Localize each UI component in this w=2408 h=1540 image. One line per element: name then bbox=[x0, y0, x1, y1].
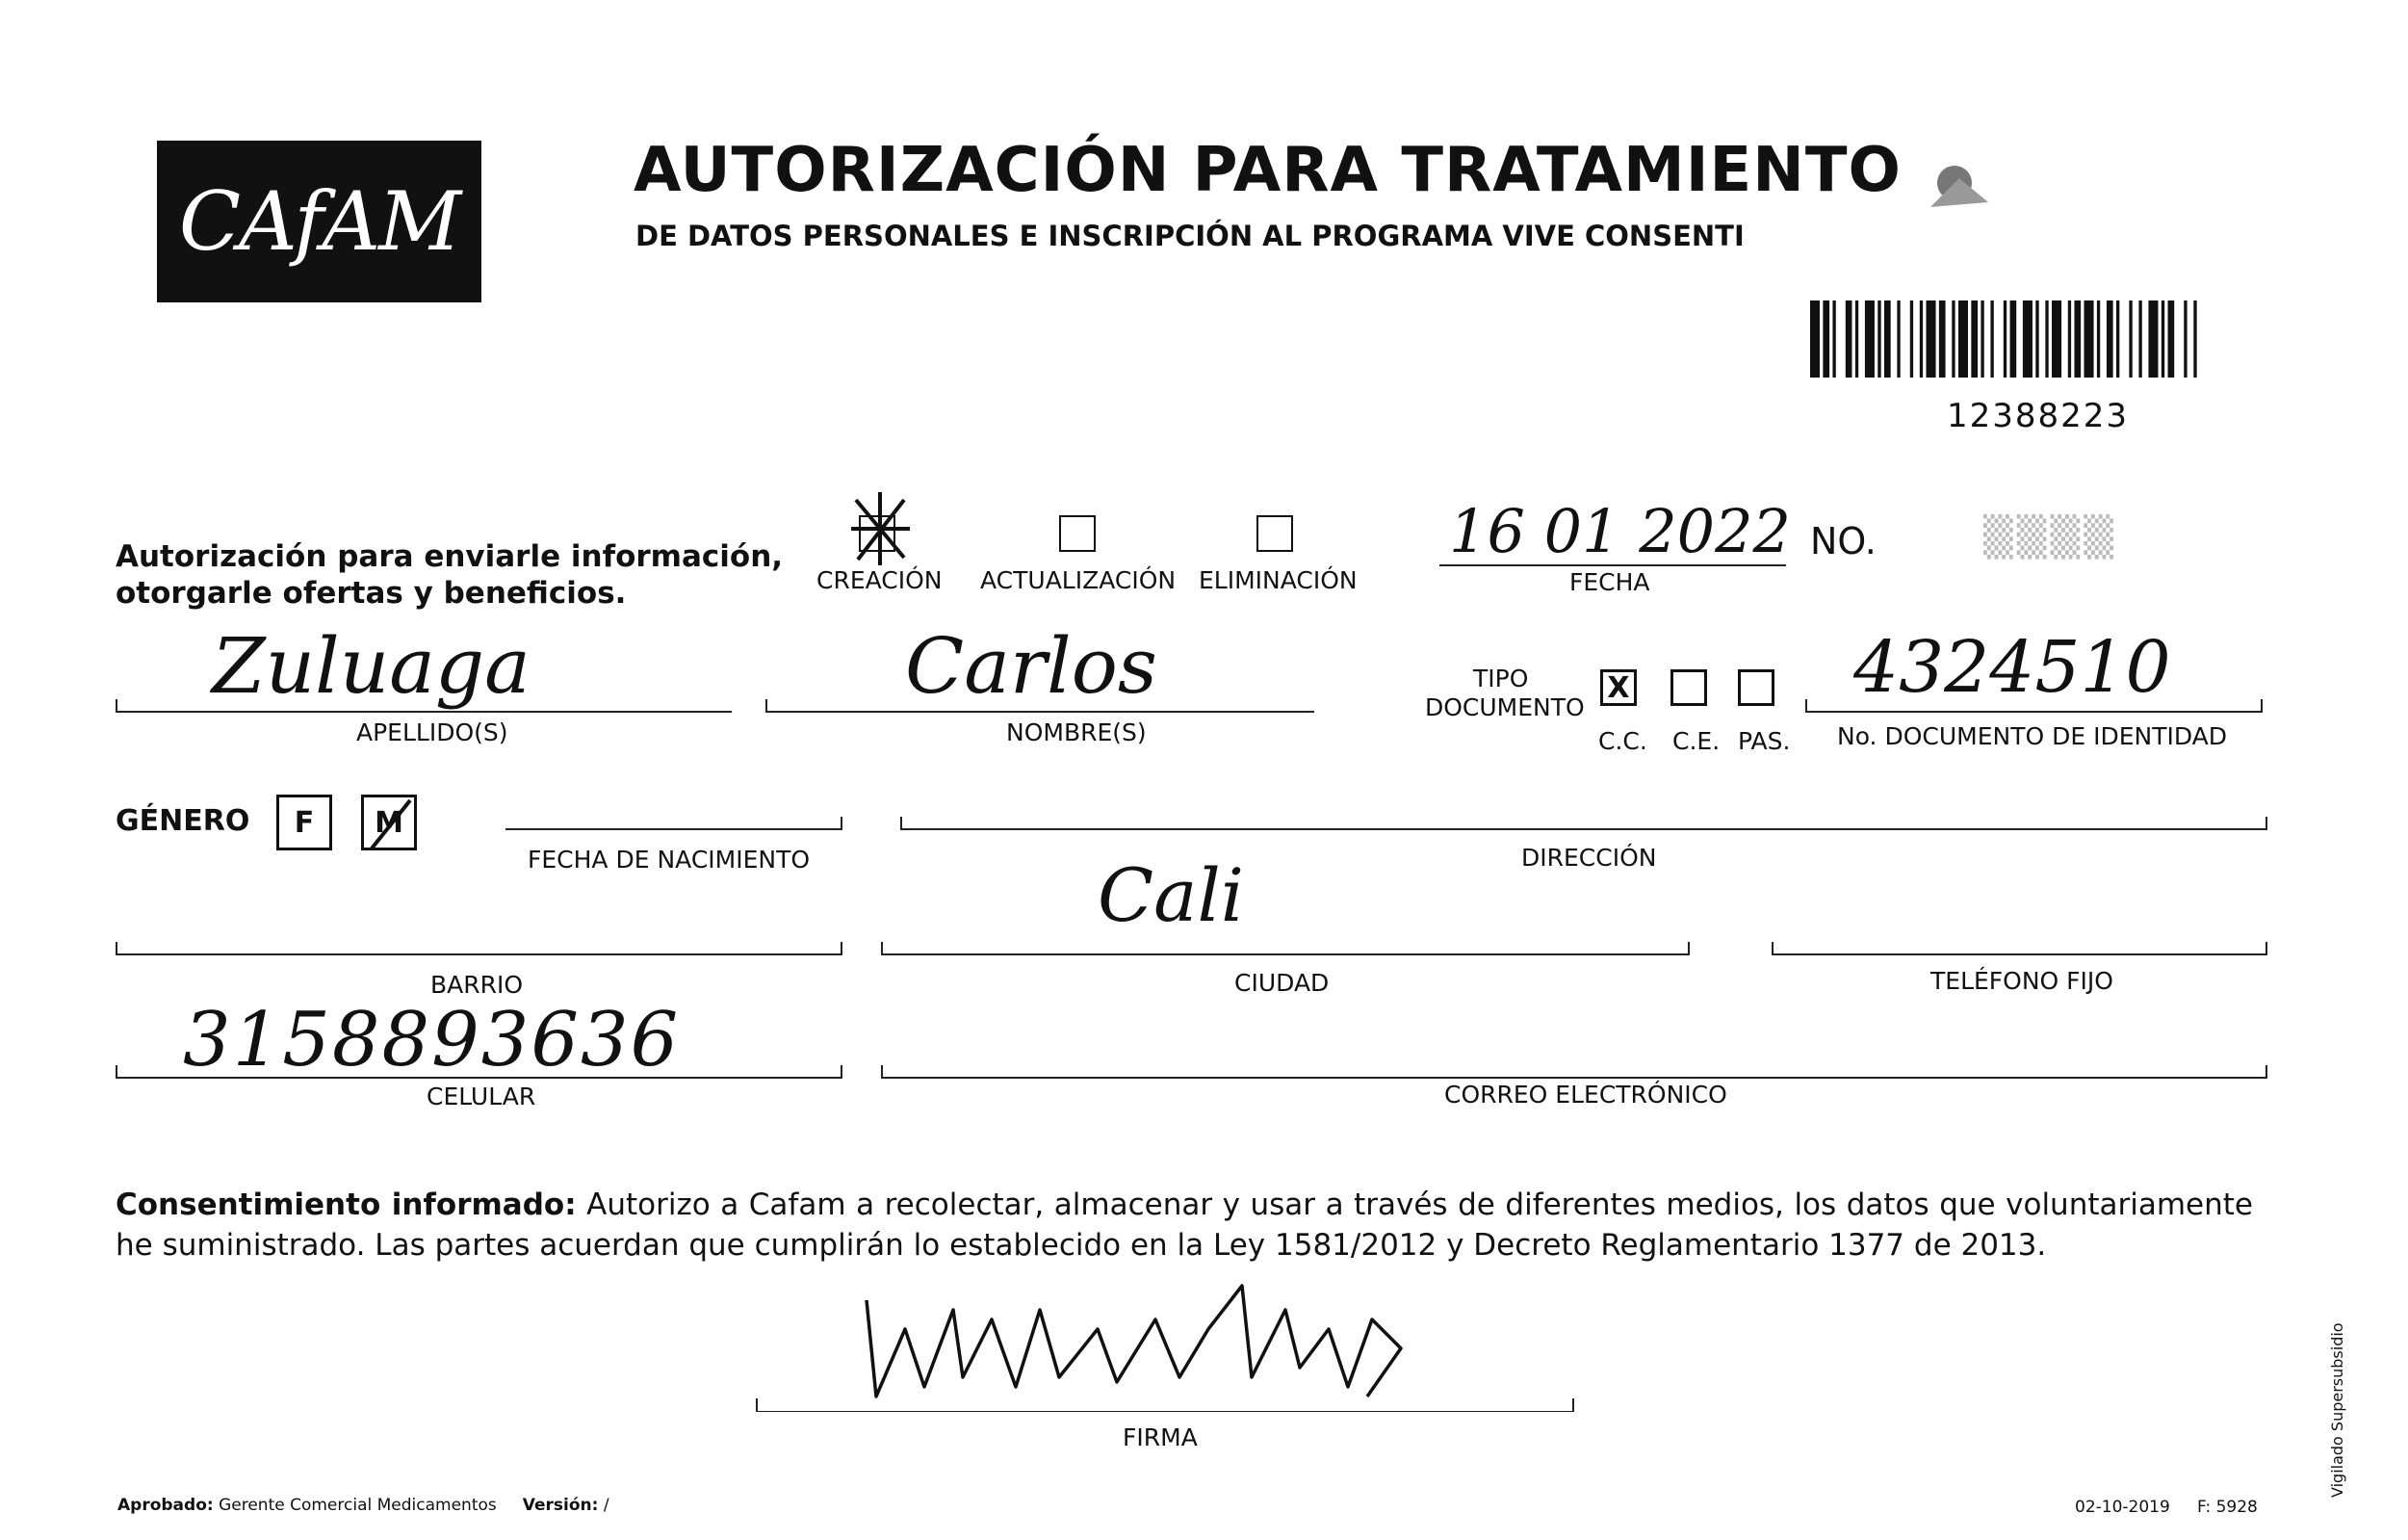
star-check-icon bbox=[846, 490, 914, 567]
phone-label: TELÉFONO FIJO bbox=[1930, 967, 2113, 995]
barcode-bar bbox=[1865, 300, 1875, 378]
neighborhood-label: BARRIO bbox=[430, 971, 524, 999]
barcode-bar bbox=[2148, 300, 2158, 378]
footer-approved bbox=[117, 1496, 609, 1515]
email-label: CORREO ELECTRÓNICO bbox=[1444, 1081, 1727, 1109]
authorization-text-line2: otorgarle ofertas y beneficios. bbox=[116, 576, 627, 611]
barcode-bar bbox=[2035, 300, 2038, 378]
update-label: ACTUALIZACIÓN bbox=[980, 566, 1177, 594]
surname-label: APELLIDO(S) bbox=[356, 718, 508, 746]
gender-female-label: F bbox=[294, 805, 315, 840]
gender-label: GÉNERO bbox=[116, 804, 250, 838]
cafam-logo bbox=[157, 141, 481, 302]
consent-paragraph bbox=[116, 1185, 2253, 1266]
stamp-mark-icon bbox=[1921, 149, 2007, 222]
form-number-faded: ▒▒▒▒ bbox=[1983, 515, 2118, 560]
barcode-bar bbox=[2138, 300, 2141, 378]
barcode-bar bbox=[1990, 300, 1993, 378]
barcode-bar bbox=[1958, 300, 1968, 378]
authorization-text-line1: Autorización para enviarle información, bbox=[116, 539, 784, 574]
barcode-bar bbox=[1846, 300, 1852, 378]
barcode-bar bbox=[1855, 300, 1858, 378]
document-subtitle: DE DATOS PERSONALES E INSCRIPCIÓN AL PROGRAMA VIVE CONSENTI bbox=[635, 220, 1745, 252]
approved-value: Gerente Comercial Medicamentos bbox=[219, 1496, 497, 1515]
barcode-bar bbox=[1910, 300, 1913, 378]
doc-type-ce-label: C.E. bbox=[1672, 727, 1721, 755]
barcode-bar bbox=[1939, 300, 1946, 378]
barcode-bar bbox=[1884, 300, 1891, 378]
gender-male-check-icon bbox=[362, 796, 420, 853]
barcode-bar bbox=[2116, 300, 2119, 378]
barcode-bar bbox=[1920, 300, 1923, 378]
barcode-bar bbox=[2129, 300, 2132, 378]
version-label: Versión: bbox=[522, 1496, 599, 1515]
barcode-bar bbox=[2107, 300, 2113, 378]
barcode-bar bbox=[1981, 300, 1983, 378]
barcode bbox=[1810, 300, 2200, 378]
vertical-supervision-text: Vigilado Supersubsidio bbox=[2328, 1322, 2346, 1498]
gender-male-label: M bbox=[375, 805, 403, 840]
signature-label: FIRMA bbox=[1123, 1423, 1198, 1451]
barcode-bar bbox=[2045, 300, 2048, 378]
footer-date: 02-10-2019 bbox=[2075, 1498, 2170, 1517]
barcode-bar bbox=[2097, 300, 2100, 378]
doc-number-label: No. DOCUMENTO DE IDENTIDAD bbox=[1837, 722, 2228, 750]
consent-text: Autorizo a Cafam a recolectar, almacenar y usar a través de diferentes medios, los datos que voluntariamente he suministrado. Las partes acuerdan que cumplirán lo establecido en la Ley 1581/2012 y Decreto Reglamentario 1377 de 2013. bbox=[116, 1188, 2254, 1263]
barcode-bar bbox=[2052, 300, 2061, 378]
doc-type-cc-checkbox[interactable] bbox=[1600, 669, 1637, 706]
barcode-bar bbox=[2010, 300, 2017, 378]
document-title: AUTORIZACIÓN PARA TRATAMIENTO bbox=[634, 135, 1902, 206]
barcode-bar bbox=[2162, 300, 2164, 378]
cell-label: CELULAR bbox=[427, 1083, 536, 1110]
barcode-bar bbox=[1823, 300, 1829, 378]
delete-checkbox[interactable] bbox=[1256, 515, 1293, 552]
barcode-bar bbox=[2193, 300, 2196, 378]
doc-type-pas-checkbox[interactable] bbox=[1738, 669, 1774, 706]
barcode-number: 12388223 bbox=[1947, 397, 2130, 435]
logo-text: CAfAM bbox=[178, 174, 460, 269]
barcode-bar bbox=[2004, 300, 2007, 378]
delete-label: ELIMINACIÓN bbox=[1199, 566, 1358, 594]
barcode-bar bbox=[2168, 300, 2175, 378]
date-value[interactable]: 16 01 2022 bbox=[1449, 496, 1791, 566]
doc-type-label-1: TIPO bbox=[1473, 665, 1529, 692]
doc-type-cc-mark: X bbox=[1607, 670, 1630, 705]
creation-checkbox[interactable] bbox=[859, 515, 895, 552]
signature-scribble[interactable] bbox=[847, 1271, 1483, 1416]
doc-type-ce-checkbox[interactable] bbox=[1670, 669, 1707, 706]
approved-label: Aprobado: bbox=[117, 1496, 214, 1515]
barcode-bar bbox=[2084, 300, 2094, 378]
city-label: CIUDAD bbox=[1234, 969, 1330, 997]
name-label: NOMBRE(S) bbox=[1006, 718, 1147, 746]
doc-number-value[interactable]: 4324510 bbox=[1853, 626, 2171, 709]
address-label: DIRECCIÓN bbox=[1521, 844, 1657, 872]
version-value: / bbox=[603, 1496, 609, 1515]
update-checkbox[interactable] bbox=[1059, 515, 1096, 552]
barcode-bar bbox=[2184, 300, 2187, 378]
barcode-bar bbox=[1926, 300, 1935, 378]
barcode-bar bbox=[1952, 300, 1955, 378]
gender-male-checkbox[interactable] bbox=[361, 795, 417, 850]
city-value[interactable]: Cali bbox=[1098, 852, 1245, 938]
barcode-bar bbox=[1832, 300, 1835, 378]
date-label: FECHA bbox=[1569, 568, 1650, 596]
surname-value[interactable]: Zuluaga bbox=[212, 621, 531, 711]
barcode-bar bbox=[1810, 300, 1820, 378]
birth-date-label: FECHA DE NACIMIENTO bbox=[528, 846, 811, 874]
barcode-bar bbox=[2023, 300, 2033, 378]
barcode-bar bbox=[1877, 300, 1880, 378]
name-value[interactable]: Carlos bbox=[905, 621, 1157, 711]
barcode-bar bbox=[2074, 300, 2081, 378]
footer-form: F: 5928 bbox=[2197, 1498, 2258, 1517]
doc-type-cc-label: C.C. bbox=[1598, 727, 1647, 755]
creation-label: CREACIÓN bbox=[816, 566, 943, 594]
doc-type-pas-label: PAS. bbox=[1738, 727, 1791, 755]
no-label: NO. bbox=[1810, 520, 1877, 562]
barcode-bar bbox=[1971, 300, 1978, 378]
consent-bold: Consentimiento informado: bbox=[116, 1188, 577, 1222]
gender-female-checkbox[interactable] bbox=[276, 795, 332, 850]
barcode-bar bbox=[1897, 300, 1900, 378]
doc-type-label-2: DOCUMENTO bbox=[1425, 693, 1585, 721]
barcode-bar bbox=[2068, 300, 2071, 378]
cell-value[interactable]: 3158893636 bbox=[183, 997, 681, 1083]
